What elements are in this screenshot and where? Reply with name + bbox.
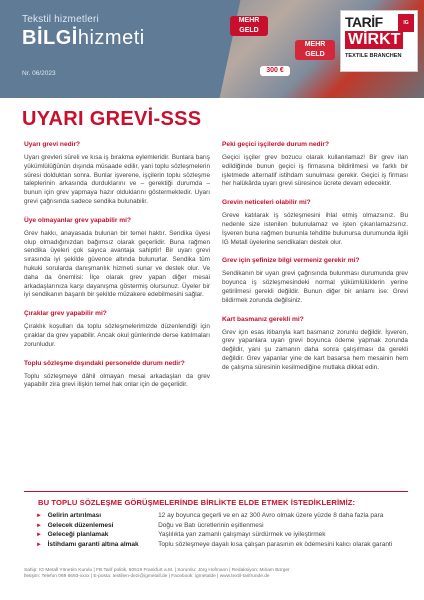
ig-metall-badge: IG bbox=[398, 14, 414, 32]
imprint-line: Sahip: IG Metall Yönetim Kurulu | FB Tarif politik, 60519 Frankfurt a.M. | Sorumlu: Jörg Hofmann | Redaksiyon: Miriam Bürger bbox=[24, 568, 290, 573]
question-heading: Toplu sözleşme dışındaki personelde durum nedir? bbox=[24, 359, 185, 367]
question-heading: Üye olmayanlar grev yapabilir mi? bbox=[24, 216, 132, 224]
header-title-light: hizmeti bbox=[77, 27, 145, 49]
demand-label: Geleceği planlamak bbox=[47, 531, 109, 538]
demand-text: Yaşlılıkta yarı zamanlı çalışmayı sürdürmek ve iyileştirmek bbox=[158, 531, 326, 538]
photo-flag: 300 € bbox=[260, 66, 290, 76]
arrow-right-icon: ► bbox=[36, 522, 42, 529]
demands-title: BU TOPLU SÖZLEŞME GÖRÜŞMELERİNDE BİRLİKTE ELDE ETMEK İSTEDİKLERİMİZ: bbox=[38, 498, 356, 507]
issue-number: Nr. 06/2023 bbox=[22, 70, 56, 77]
photo-flag: MEHR GELD bbox=[295, 40, 335, 60]
demands-box bbox=[24, 491, 408, 563]
answer-text: Sendikanın bir uyarı grevi çağrısında bulunması durumunda grev boyunca iş sözleşmesindeki normal yükümlülüklerin yerine getirilmesi gerekli değildir. Bunun diğer bir anlamı ise: Grevi bildirmek zorunda değilsiniz. bbox=[222, 270, 408, 304]
question-heading: Peki geçici işçilerde durum nedir? bbox=[222, 141, 330, 148]
demand-item bbox=[24, 541, 408, 549]
question-heading: Kart basmanız gerekli mi? bbox=[222, 315, 304, 323]
answer-text: Grev hakkı, anayasada bulunan bir temel haktır. Sendika üyesi olup olmadığınızdan bağımsız olarak geçerlidir. Buna rağmen sendika üyeleri çok sayıca avantaja sahiptir! Bir uyarı grevi sırasında iyi şekilde güvence altında bulunurlar. Sendika tüm hukuki sorularda danışmanlık hizmeti sunar ve destek olur. Ve daha da önemlisi: İlçe olarak grev yapan diğer mesai arkadaşlarınıza karşı dayanışma göstermiş olursunuz. Üyeler bir iyi sendikanın başarılı bir şekilde müzakere edebilmesini sağlar. bbox=[24, 229, 210, 299]
question-heading: Grevin neticeleri olabilir mi? bbox=[222, 199, 311, 207]
arrow-right-icon: ► bbox=[36, 532, 42, 538]
demand-item bbox=[24, 522, 408, 530]
header-subtitle: Tekstil hizmetleri bbox=[22, 14, 99, 25]
arrow-right-icon: ► bbox=[36, 513, 42, 519]
answer-text: Toplu sözleşmeye dâhil olmayan mesai arkadaşları da grev yapabilir zira grevi ilişkin temel hak onlar için de geçerlidir. bbox=[24, 372, 210, 389]
demand-text: Doğu ve Batı ücretlerinin eşitlenmesi bbox=[158, 521, 264, 529]
question-heading: Uyarı grevi nedir? bbox=[24, 141, 81, 148]
demand-text: 12 ay boyunca geçerli ve en az 300 Avro olmak üzere yüzde 8 daha fazla para bbox=[158, 512, 384, 519]
header-title-bold: BİLGİ bbox=[22, 27, 78, 49]
arrow-right-icon: ► bbox=[36, 541, 42, 548]
demand-item bbox=[24, 512, 408, 520]
right-column bbox=[222, 140, 408, 382]
answer-text: Uyarı grevleri süreli ve kısa iş bırakma eylemleridir. Bunlara barış yükümlülüğünün dışında müsaade edilir, yani toplu sözleşmelerin süresi dolduktan sonra. Bunlar işverene, işçilerin toplu sözleşme taleplerinin arkasında durduklarını ve – gerektiği durumda – bunun için grev yapmaya hazır olduklarını göstermektedir. Uyarı grevi çağrısında sadece sendika bulunabilir. bbox=[24, 154, 210, 205]
contact-line: İletişim: Telefon 069 6693-xxxx | E-posta: textilien-dezi@igmetall.de | Facebook: igmetalde | www.textil-tarifrunde.de bbox=[24, 574, 270, 580]
page-title: UYARI GREVİ-SSS bbox=[22, 108, 202, 130]
photo-flag: MEHR GELD bbox=[230, 16, 268, 36]
demand-label: Gelecek düzenlemesi bbox=[47, 521, 114, 529]
left-column bbox=[24, 140, 210, 399]
logo-line2: WİRKT bbox=[345, 31, 403, 49]
demand-label: İstihdamı garanti altına almak bbox=[47, 540, 139, 548]
answer-text: Çıraklık koşulları da toplu sözleşmelerimizde düzenlendiği için çıraklar da grev yapabilir. Ancak okul günlerinde derse katılmaları zorunludur. bbox=[24, 323, 210, 348]
demand-text: Toplu sözleşmeye dayalı kısa çalışan parasının ek ödemesini kalıcı olarak garanti bbox=[158, 540, 393, 548]
header-banner bbox=[0, 0, 424, 98]
header-title bbox=[22, 27, 145, 50]
answer-text: Greve katılarak iş sözleşmesini ihlal etmiş olmazsınız. Bu nedenle size istenilen bulunulamaz ve işten çıkarılamazsınız. İşveren buna rağmen bununla tehditte bulunursa durumunda ilgili IG Metall üyelerine sendikaları destek olur. bbox=[222, 212, 408, 246]
demand-item bbox=[24, 531, 408, 539]
tarif-wirkt-logo bbox=[340, 10, 418, 72]
logo-line3: TEXTILE BRANCHEN bbox=[345, 53, 402, 59]
answer-text: Grev için esas itibarıyla kart basmanız zorunlu değildir. İşveren, grev yapanlara uyarı grevi boyunca ödeme yapmak zorunda değildir, yani şu zamanın daha sonra çalışılması da gerekli değildir. Grev yapanlar yine de kart basarsa hem mesainin hem de çalışma süresinin kesilmediğine mutlaka dikkat edin. bbox=[222, 328, 408, 371]
question-heading: Grev için şefinize bilgi vermeniz gerekir mi? bbox=[222, 257, 360, 265]
demand-label: Gelirin artırılması bbox=[47, 512, 102, 519]
imprint-footer bbox=[24, 568, 408, 581]
logo-line1: TARİF bbox=[345, 14, 383, 30]
question-heading: Çıraklar grev yapabilir mi? bbox=[24, 310, 107, 318]
answer-text: Geçici işçiler grev bozucu olarak kullanılamaz! Bir grev ilan edildiğinde bunun geçici iş firmasına bildirilmesi ve farklı bir işletmede alternatif istihdam sunulması gerekir. Geçici iş firması her halükârda uyarı grevi süresince ücrete devam edecektir. bbox=[222, 154, 408, 188]
